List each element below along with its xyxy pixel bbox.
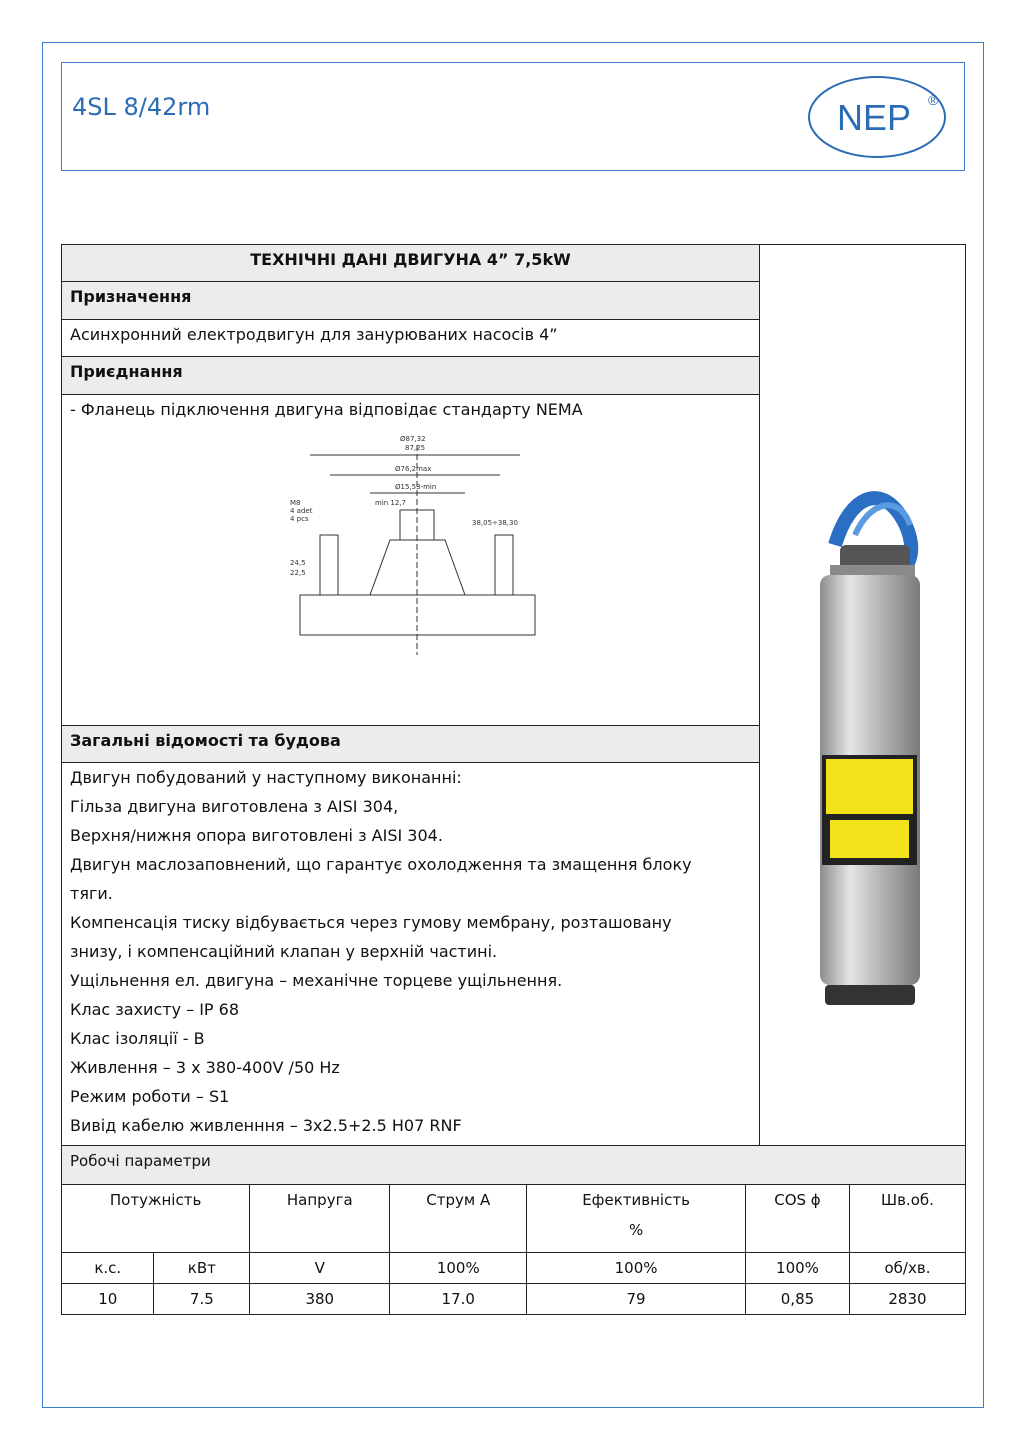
unit-current: 100%	[390, 1253, 527, 1284]
nep-logo	[806, 75, 948, 159]
params-label: Робочі параметри	[62, 1146, 966, 1185]
dim-min: min 12,7	[375, 498, 407, 507]
value-rpm: 2830	[849, 1284, 965, 1315]
general-text	[62, 763, 760, 1146]
general-line: Двигун маслозаповнений, що гарантує охолодження та змащення блоку	[70, 855, 692, 875]
pump-motor-image	[760, 245, 965, 1145]
general-line: Гільза двигуна виготовлена з AISI 304,	[70, 797, 399, 817]
general-line: тяги.	[70, 884, 113, 904]
general-line: Живлення – 3 x 380-400V /50 Hz	[70, 1058, 340, 1078]
header-current: Струм А	[390, 1185, 527, 1253]
general-line: Режим роботи – S1	[70, 1087, 230, 1107]
connection-label: Приєднання	[62, 357, 760, 394]
value-kw: 7.5	[154, 1284, 250, 1315]
dim-thread: M8	[290, 498, 301, 507]
header-efficiency	[527, 1185, 746, 1253]
general-line: Ущільнення ел. двигуна – механічне торцеве ущільнення.	[70, 971, 563, 991]
purpose-text: Асинхронний електродвигун для занурюваних насосів 4”	[62, 319, 760, 356]
header-voltage: Напруга	[250, 1185, 390, 1253]
header-efficiency-unit: %	[628, 1221, 644, 1239]
value-voltage: 380	[250, 1284, 390, 1315]
page-title: 4SL 8/42rm	[72, 93, 211, 121]
logo-text: NEP	[836, 97, 912, 138]
unit-cos: 100%	[745, 1253, 849, 1284]
unit-rpm: об/хв.	[849, 1253, 965, 1284]
general-line: Клас захисту – IP 68	[70, 1000, 240, 1020]
connection-text: - Фланець підключення двигуна відповідає стандарту NEMA	[70, 399, 583, 419]
dim-h2: 22,5	[290, 568, 306, 577]
params-table	[61, 1145, 966, 1315]
logo-registered-mark: ®	[928, 92, 939, 108]
general-line: Клас ізоляції - B	[70, 1029, 205, 1049]
general-label: Загальні відомості та будова	[62, 725, 760, 762]
pump-image-cell	[760, 245, 966, 1146]
header-rpm: Шв.об.	[849, 1185, 965, 1253]
dim-d3: Ø15,53-min	[395, 482, 437, 491]
header-power: Потужність	[62, 1185, 250, 1253]
spec-heading: ТЕХНІЧНІ ДАНІ ДВИГУНА 4” 7,5kW	[62, 245, 760, 282]
connection-section	[62, 394, 760, 725]
unit-voltage: V	[250, 1253, 390, 1284]
general-line: Вивід кабелю живленння – 3x2.5+2.5 H07 RNF	[70, 1116, 462, 1136]
unit-kw: кВт	[154, 1253, 250, 1284]
value-efficiency: 79	[527, 1284, 746, 1315]
general-line: Компенсація тиску відбувається через гумову мембрану, розташовану	[70, 913, 672, 933]
dim-thread-3: 4 pcs	[290, 514, 309, 523]
unit-efficiency: 100%	[527, 1253, 746, 1284]
spec-table	[61, 244, 966, 1146]
page-header	[61, 62, 965, 171]
flange-drawing	[290, 425, 550, 655]
header-efficiency-label: Ефективність	[582, 1191, 690, 1209]
dim-d1: Ø87,32	[400, 434, 426, 443]
general-line: знизу, і компенсаційний клапан у верхній частині.	[70, 942, 498, 962]
value-current: 17.0	[390, 1284, 527, 1315]
dim-thread-2: 4 adet	[290, 506, 313, 515]
header-cos: COS ϕ	[745, 1185, 849, 1253]
general-line: Двигун побудований у наступному виконанні:	[70, 768, 462, 788]
dim-h1: 24,5	[290, 558, 306, 567]
dim-d2: Ø76,2max	[395, 464, 432, 473]
general-line: Верхня/нижня опора виготовлені з AISI 304.	[70, 826, 443, 846]
value-cos: 0,85	[745, 1284, 849, 1315]
purpose-label: Призначення	[62, 282, 760, 319]
dim-h3: 38,05÷38,30	[472, 518, 518, 527]
unit-hp: к.с.	[62, 1253, 154, 1284]
value-hp: 10	[62, 1284, 154, 1315]
dim-d1b: 87,25	[405, 443, 426, 452]
